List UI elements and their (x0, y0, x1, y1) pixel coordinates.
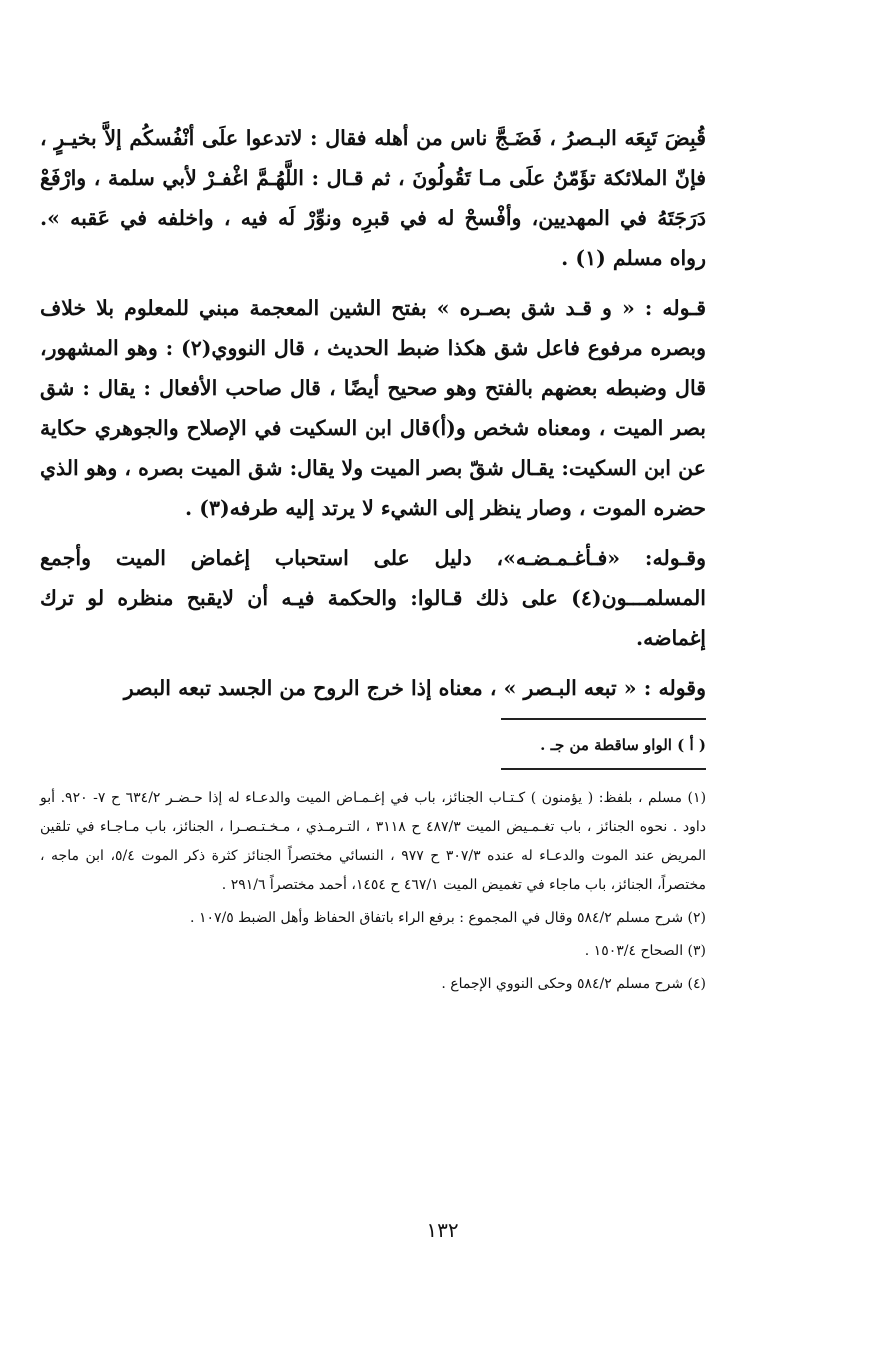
body-paragraph-2: قـوله : « و قـد شق بصـره » بفتح الشين المعجمة مبني للمعلوم بلا خلاف وبصره مرفوع فاعل شق هكذا ضبط الحديث ، قال النووي(٢) : وهو المشهور، قال وضبطه بعضهم بالفتح وهو صحيح أيضًا ، قال صاحب الأفعال : يقال : شق بصر الميت ، ومعناه شخص و(أ)قال ابن السكيت في الإصلاح والجوهري حكاية عن ابن السكيت: يقـال شقّ بصر الميت ولا يقال: شق الميت بصره ، وهو الذي حضره الموت ، وصار ينظر إلى الشيء لا يرتد إليه طرفه(٣) . (40, 296, 706, 520)
footnote-3: (٣) الصحاح ١٥٠٣/٤ . (584, 943, 706, 959)
footnote-2: (٢) شرح مسلم ٥٨٤/٢ وقال في المجموع : برفع الراء باتفاق الحفاظ وأهل الضبط ١٠٧/٥ . (190, 910, 706, 926)
body-paragraph-1: قُبِضَ تَبِعَه البـصرُ ، فَضَـجَّ ناس من أهله فقال : لاتدعوا علَى أنْفُسكُم إلاَّ بخيـرٍ ، فإنّ الملائكة تؤَمّنُ علَى مـا تَقُولُونَ ، ثم قـال : اللَّهُـمَّ اغْفـرْ لأبي سلمة ، وارْفَعْ دَرَجَتَهُ في المهديين، وأفْسحْ له في قبرِه ونوِّرْ لَه فيه ، واخلفه في عَقبه ». رواه مسلم (١) . (40, 126, 706, 270)
footnote-divider-top (501, 718, 706, 720)
footnote-divider (501, 768, 706, 770)
footnote-1: (١) مسلم ، بلفظ: ( يؤمنون ) كـتـاب الجنائز، باب في إغـمـاض الميت والدعـاء له إذا حـضـر ٦٣٤/٢ ح ٧- ٩٢٠. أبو داود . نحوه الجنائز ، باب تغـمـيض الميت ٤٨٧/٣ ح ٣١١٨ ، التـرمـذي ، مـخـتـصـرا ، الجنائز، باب مـاجـاء في تلقين المريض عند الموت والدعـاء له عنده ٣٠٧/٣ ح ٩٧٧ ، النسائي مختصراً الجنائز كثرة ذكر الموت ٥/٤، ابن ماجه ، مختصراً، الجنائز، باب ماجاء في تغميض الميت ٤٦٧/١ ح ١٤٥٤، أحمد مختصراً ٢٩١/٦ . (40, 790, 707, 893)
variant-note: ( أ ) الواو ساقطة من جـ . (540, 736, 706, 754)
body-paragraph-4: وقوله : « تبعه البـصر » ، معناه إذا خرج الروح من الجسد تبعه البصر (123, 676, 706, 700)
footnote-4: (٤) شرح مسلم ٥٨٤/٢ وحكى النووي الإجماع . (441, 976, 706, 992)
body-paragraph-3: وقـوله: «فـأغـمـضـه»، دليل على استحباب إغماض الميت وأجمع المسلمـــون(٤) على ذلك قـالوا: والحكمة فيـه أن لايقبح منظره لو ترك إغماضه. (40, 546, 706, 650)
page-content (40, 118, 706, 1003)
page-number: ١٣٢ (426, 1218, 459, 1242)
